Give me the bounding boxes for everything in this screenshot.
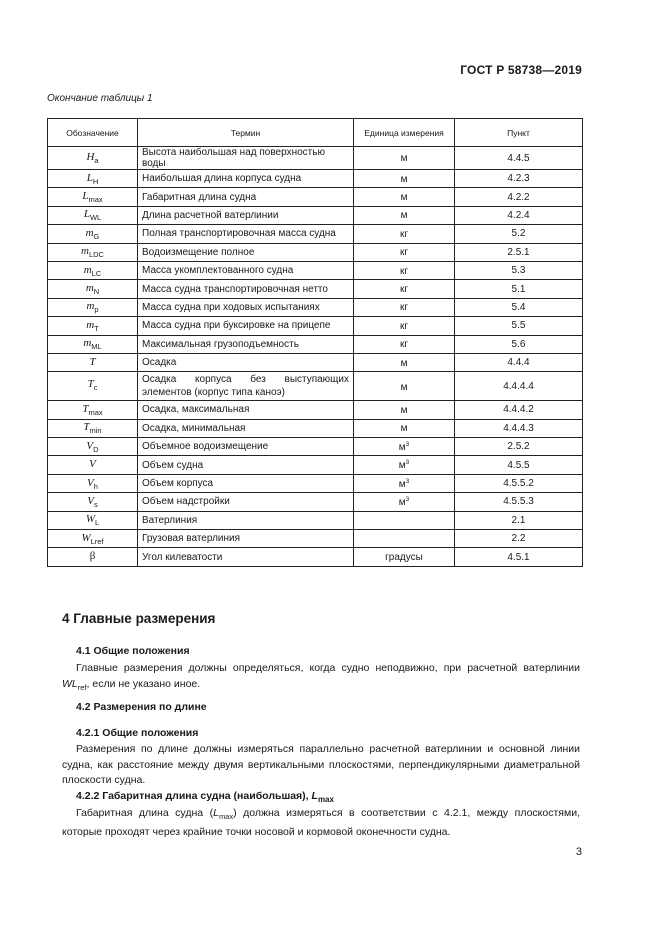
symbol-cell [48, 225, 138, 243]
symbol-subscript: G [93, 231, 100, 241]
unit-cell [354, 147, 455, 170]
term-cell: Наибольшая длина корпуса судна [138, 170, 354, 188]
symbol-cell [48, 243, 138, 261]
table-row [48, 317, 583, 335]
clause-cell: 4.5.5.2 [455, 474, 583, 492]
symbol-subscript: L [95, 518, 100, 528]
symbol-subscript: p [94, 305, 99, 315]
unit-text: кг [399, 339, 409, 351]
table-row [48, 456, 583, 474]
table-row [48, 261, 583, 279]
symbol-subscript: max [88, 407, 103, 417]
unit-cell [354, 474, 455, 492]
unit-cell [354, 170, 455, 188]
symbol-base: V [87, 494, 94, 507]
symbol-subscript: c [93, 383, 98, 393]
unit-cell [354, 280, 455, 298]
section-4-2-heading: 4.2 Размерения по длине [76, 701, 207, 713]
symbol-cell [48, 372, 138, 401]
term-cell: Полная транспортировочная масса судна [138, 225, 354, 243]
term-cell: Осадка корпуса без выступающих элементов (корпус типа каноэ) [138, 372, 354, 401]
term-cell: Осадка, максимальная [138, 401, 354, 419]
unit-superscript: 3 [405, 459, 410, 467]
unit-text: м [400, 404, 408, 416]
symbol-base: L [86, 171, 93, 184]
term-cell: Масса укомплектованного судна [138, 261, 354, 279]
unit-cell [354, 511, 455, 529]
unit-text: кг [399, 320, 409, 332]
table-row [48, 401, 583, 419]
symbol-cell [48, 298, 138, 316]
table-row [48, 243, 583, 261]
symbol-base: V [86, 439, 94, 452]
symbol-cell [48, 261, 138, 279]
symbol-base: H [86, 151, 95, 163]
column-header-unit: Единица измерения [354, 119, 455, 147]
symbol-base: m [83, 337, 92, 350]
unit-cell [354, 206, 455, 224]
symbol-subscript: LC [91, 268, 102, 278]
symbol-base: W [85, 513, 95, 526]
column-header-symbol: Обозначение [48, 119, 138, 147]
clause-cell: 5.2 [455, 225, 583, 243]
symbol-subscript: min [89, 426, 102, 436]
term-cell: Максимальная грузоподъемность [138, 335, 354, 353]
section-4-1-text [62, 661, 580, 695]
symbol-cell [48, 335, 138, 353]
symbol-base: L [82, 190, 89, 203]
table-body [48, 147, 583, 567]
symbol-cell [48, 530, 138, 548]
symbol-cell [48, 419, 138, 437]
unit-cell [354, 548, 455, 566]
clause-cell: 4.4.4 [455, 353, 583, 371]
symbol-subscript: WL [89, 213, 102, 223]
term-cell: Осадка [138, 353, 354, 371]
symbol-cell [48, 206, 138, 224]
lmax-symbol: L [213, 807, 219, 819]
clause-cell: 5.3 [455, 261, 583, 279]
section-4-2-1-heading: 4.2.1 Общие положения [76, 727, 199, 739]
section-4-2-2-heading-text: 4.2.2 Габаритная длина судна (наибольшая), [76, 790, 312, 802]
section-4-2-1-text: Размерения по длине должны измеряться параллельно расчетной ватерлинии и основной линии судна, как расстояние между двумя вертикальными плоскостями, перпендикулярными диаметральной плоскости судна. [62, 743, 580, 786]
clause-cell: 2.5.2 [455, 438, 583, 456]
symbol-cell [48, 147, 138, 170]
unit-text: кг [399, 265, 409, 277]
term-cell: Угол килеватости [138, 548, 354, 566]
clause-cell: 4.4.5 [455, 147, 583, 170]
clause-cell: 4.2.2 [455, 188, 583, 206]
table-row [48, 511, 583, 529]
unit-cell [354, 419, 455, 437]
symbol-subscript: H [92, 176, 99, 186]
symbol-base: m [85, 226, 94, 239]
unit-cell [354, 317, 455, 335]
symbol-base: T [87, 378, 94, 391]
symbol-base: m [81, 245, 89, 258]
unit-cell [354, 261, 455, 279]
unit-text: м [398, 460, 406, 472]
symbol-cell [48, 317, 138, 335]
standard-code: ГОСТ Р 58738—2019 [460, 63, 582, 77]
symbol-subscript: h [93, 481, 98, 491]
clause-cell: 5.1 [455, 280, 583, 298]
unit-text: м [400, 153, 408, 164]
term-cell: Объем корпуса [138, 474, 354, 492]
table-row [48, 493, 583, 511]
symbol-base: V [89, 458, 96, 471]
column-header-term: Термин [138, 119, 354, 147]
symbol-cell [48, 456, 138, 474]
unit-cell [354, 188, 455, 206]
unit-text: кг [399, 284, 409, 296]
wl-ref-symbol: WL [62, 677, 78, 690]
unit-text: м [400, 382, 408, 394]
unit-text: кг [399, 247, 409, 259]
table-row [48, 548, 583, 566]
table-row [48, 530, 583, 548]
unit-text: м [400, 423, 408, 435]
table-row [48, 147, 583, 170]
clause-cell: 2.2 [455, 530, 583, 548]
symbols-table [47, 118, 583, 567]
symbol-cell [48, 548, 138, 566]
wl-ref-subscript: ref [77, 682, 87, 692]
unit-cell [354, 456, 455, 474]
table-row [48, 474, 583, 492]
symbol-base: T [89, 355, 96, 368]
clause-cell: 5.4 [455, 298, 583, 316]
symbol-subscript: T [94, 323, 99, 333]
symbol-base: T [83, 421, 90, 434]
clause-cell: 4.5.5.3 [455, 493, 583, 511]
clause-cell: 4.4.4.3 [455, 419, 583, 437]
clause-cell: 2.1 [455, 511, 583, 529]
clause-cell: 4.5.1 [455, 548, 583, 566]
unit-cell [354, 353, 455, 371]
clause-cell: 2.5.1 [455, 243, 583, 261]
symbol-subscript: LDC [88, 250, 104, 260]
unit-cell [354, 493, 455, 511]
section-4-1-text-start: Главные размерения должны определяться, когда судно неподвижно, при расчетной ватерлинии [76, 662, 580, 674]
table-row [48, 206, 583, 224]
unit-text: м [400, 192, 408, 204]
symbol-cell [48, 493, 138, 511]
term-cell: Габаритная длина судна [138, 188, 354, 206]
table-row [48, 335, 583, 353]
symbol-base: β [89, 550, 96, 563]
table-row [48, 188, 583, 206]
table-row [48, 280, 583, 298]
unit-cell [354, 372, 455, 401]
symbol-cell [48, 511, 138, 529]
symbol-cell [48, 474, 138, 492]
table-row [48, 298, 583, 316]
unit-text: м [400, 173, 408, 185]
term-cell: Объем надстройки [138, 493, 354, 511]
term-cell: Масса судна при буксировке на прицепе [138, 317, 354, 335]
section-4-1-heading: 4.1 Общие положения [76, 645, 190, 657]
symbol-cell [48, 170, 138, 188]
section-4-2-2-heading [76, 790, 334, 804]
clause-cell: 4.2.3 [455, 170, 583, 188]
column-header-clause: Пункт [455, 119, 583, 147]
term-cell: Масса судна при ходовых испытаниях [138, 298, 354, 316]
lmax-heading-subscript: max [317, 795, 334, 804]
symbol-subscript: Lref [90, 536, 104, 546]
symbol-subscript: ML [91, 342, 102, 352]
unit-text: градусы [385, 552, 423, 564]
table-caption: Окончание таблицы 1 [47, 93, 153, 104]
symbol-base: V [87, 476, 94, 489]
symbol-cell [48, 353, 138, 371]
clause-cell: 4.5.5 [455, 456, 583, 474]
unit-text: м [400, 210, 408, 222]
term-cell: Длина расчетной ватерлинии [138, 206, 354, 224]
symbol-subscript: s [93, 499, 98, 509]
unit-text: кг [399, 228, 409, 240]
term-cell: Ватерлиния [138, 511, 354, 529]
unit-text: кг [399, 302, 409, 314]
unit-cell [354, 438, 455, 456]
unit-superscript: 3 [405, 495, 410, 503]
unit-cell [354, 401, 455, 419]
unit-text: м [398, 478, 406, 490]
symbol-base: m [85, 282, 94, 295]
unit-cell [354, 243, 455, 261]
symbol-cell [48, 438, 138, 456]
unit-cell [354, 225, 455, 243]
section-4-2-2-text [62, 806, 580, 840]
symbol-subscript: N [93, 287, 100, 297]
symbol-base: W [81, 531, 91, 544]
section-4-1-text-end: , если не указано иное. [86, 677, 201, 690]
clause-cell: 4.2.4 [455, 206, 583, 224]
unit-superscript: 3 [405, 440, 410, 448]
symbol-cell [48, 280, 138, 298]
lmax-subscript: max [218, 812, 234, 821]
term-cell: Осадка, минимальная [138, 419, 354, 437]
lmax-heading-symbol: L [311, 790, 318, 802]
symbol-base: T [82, 402, 89, 415]
unit-cell [354, 298, 455, 316]
term-cell: Грузовая ватерлиния [138, 530, 354, 548]
clause-cell: 5.5 [455, 317, 583, 335]
table-row [48, 353, 583, 371]
symbol-base: m [86, 318, 95, 331]
section-4-heading: 4 Главные размерения [62, 611, 216, 626]
symbol-subscript: max [88, 195, 103, 205]
clause-cell: 4.4.4.2 [455, 401, 583, 419]
symbol-cell [48, 401, 138, 419]
table-row [48, 225, 583, 243]
unit-text: м [400, 357, 408, 369]
symbol-base: L [83, 208, 90, 221]
unit-cell [354, 530, 455, 548]
unit-cell [354, 335, 455, 353]
table-header-row [48, 119, 583, 147]
term-cell: Объем судна [138, 456, 354, 474]
symbol-subscript: D [93, 444, 99, 454]
unit-text: м [398, 441, 406, 453]
table-row [48, 372, 583, 401]
section-4-2-2-text-start: Габаритная длина судна ( [76, 807, 214, 819]
table-row [48, 419, 583, 437]
term-cell: Высота наибольшая над поверхностью воды [138, 147, 354, 170]
table-row [48, 438, 583, 456]
symbol-base: m [83, 263, 92, 276]
clause-cell: 4.4.4.4 [455, 372, 583, 401]
page-number: 3 [575, 846, 582, 858]
term-cell: Объемное водоизмещение [138, 438, 354, 456]
symbol-cell [48, 188, 138, 206]
term-cell: Масса судна транспортировочная нетто [138, 280, 354, 298]
unit-superscript: 3 [405, 477, 410, 485]
symbol-base: m [86, 300, 95, 313]
term-cell: Водоизмещение полное [138, 243, 354, 261]
table-row [48, 170, 583, 188]
symbol-subscript: a [94, 156, 99, 165]
clause-cell: 5.6 [455, 335, 583, 353]
unit-text: м [398, 496, 406, 508]
section-4-2-2-text-end: ) должна измеряться в соответствии с 4.2.1, между плоскостями, которые проходят через крайние точки носовой и кормовой оконечности судна. [62, 807, 580, 838]
